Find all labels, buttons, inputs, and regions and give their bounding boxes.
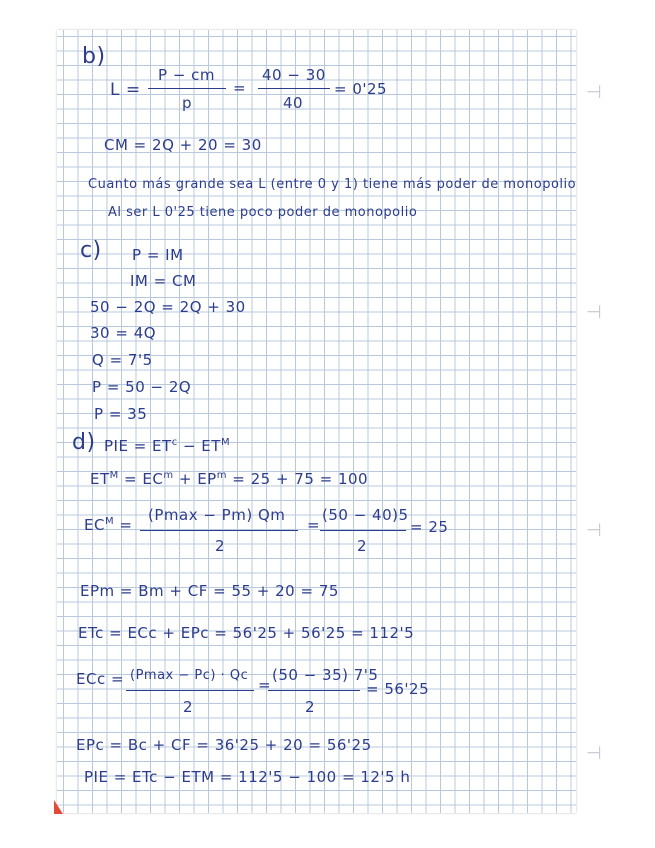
margin-hole-icon: ⊣ bbox=[586, 82, 602, 103]
lerner-denominator-value: 40 bbox=[283, 94, 304, 112]
c-line-5: Q = 7'5 bbox=[92, 351, 153, 369]
d-producer-surplus-monopoly: EPm = Bm + CF = 55 + 20 = 75 bbox=[80, 582, 339, 600]
ecc-numerator-values: (50 − 35) 7'5 bbox=[272, 666, 379, 684]
ecm-numerator-values: (50 − 40)5 bbox=[322, 506, 409, 524]
fraction-line bbox=[268, 690, 360, 691]
explanation-line-1: Cuanto más grande sea L (entre 0 y 1) tiene más poder de monopolio bbox=[88, 177, 577, 192]
c-line-2: IM = CM bbox=[130, 272, 197, 290]
fraction-line bbox=[148, 88, 226, 89]
equals-sign: = bbox=[307, 516, 321, 534]
c-line-7: P = 35 bbox=[94, 405, 148, 423]
ecc-result: = 56'25 bbox=[366, 680, 430, 698]
marginal-cost-line: CM = 2Q + 20 = 30 bbox=[104, 136, 262, 154]
margin-hole-icon: ⊣ bbox=[586, 743, 602, 764]
ecm-denominator: 2 bbox=[215, 537, 226, 555]
page-corner-mark bbox=[54, 800, 63, 814]
lerner-denominator: p bbox=[182, 94, 193, 112]
section-c-label: c) bbox=[80, 238, 102, 263]
lerner-result: = 0'25 bbox=[334, 80, 388, 98]
c-line-1: P = IM bbox=[132, 246, 184, 264]
c-line-3: 50 − 2Q = 2Q + 30 bbox=[90, 298, 246, 316]
d-producer-surplus-competition: EPc = Bc + CF = 36'25 + 20 = 56'25 bbox=[76, 736, 372, 754]
section-d-label: d) bbox=[72, 430, 96, 455]
d-pie-definition: PIE = $ET^c - ET^M$ bbox=[104, 437, 231, 455]
d-pie-result: PIE = ETc − ETM = 112'5 − 100 = 12'5 h bbox=[84, 768, 411, 786]
margin-hole-icon: ⊣ bbox=[586, 520, 602, 541]
ecc-numerator: (Pmax − Pc) · Qc bbox=[130, 668, 249, 683]
explanation-line-2: Al ser L 0'25 tiene poco poder de monopolio bbox=[108, 205, 418, 220]
margin-hole-icon: ⊣ bbox=[586, 302, 602, 323]
equals-sign: = bbox=[233, 79, 247, 97]
lerner-index-symbol: L = bbox=[110, 80, 141, 100]
d-total-surplus-competition: ETc = ECc + EPc = 56'25 + 56'25 = 112'5 bbox=[78, 624, 415, 642]
d-consumer-surplus-monopoly: $EC^M$ = bbox=[84, 516, 133, 534]
ecc-denominator-value: 2 bbox=[305, 698, 316, 716]
c-line-6: P = 50 − 2Q bbox=[92, 378, 192, 396]
ecm-numerator: (Pmax − Pm) Qm bbox=[148, 506, 286, 524]
fraction-line bbox=[140, 530, 298, 531]
fraction-line bbox=[258, 88, 330, 89]
lerner-numerator: P − cm bbox=[158, 66, 216, 84]
equals-sign: = bbox=[258, 676, 272, 694]
fraction-line bbox=[320, 530, 406, 531]
d-consumer-surplus-competition: ECc = bbox=[76, 670, 125, 688]
c-line-4: 30 = 4Q bbox=[90, 324, 157, 342]
ecm-denominator-value: 2 bbox=[357, 537, 368, 555]
section-b-label: b) bbox=[82, 44, 106, 69]
ecm-result: = 25 bbox=[410, 518, 449, 536]
lerner-numerator-values: 40 − 30 bbox=[262, 66, 326, 84]
d-total-surplus-monopoly: $ET^M = EC^m + EP^m = 25 + 75 = 100$ bbox=[90, 470, 369, 488]
fraction-line bbox=[126, 690, 254, 691]
ecc-denominator: 2 bbox=[183, 698, 194, 716]
